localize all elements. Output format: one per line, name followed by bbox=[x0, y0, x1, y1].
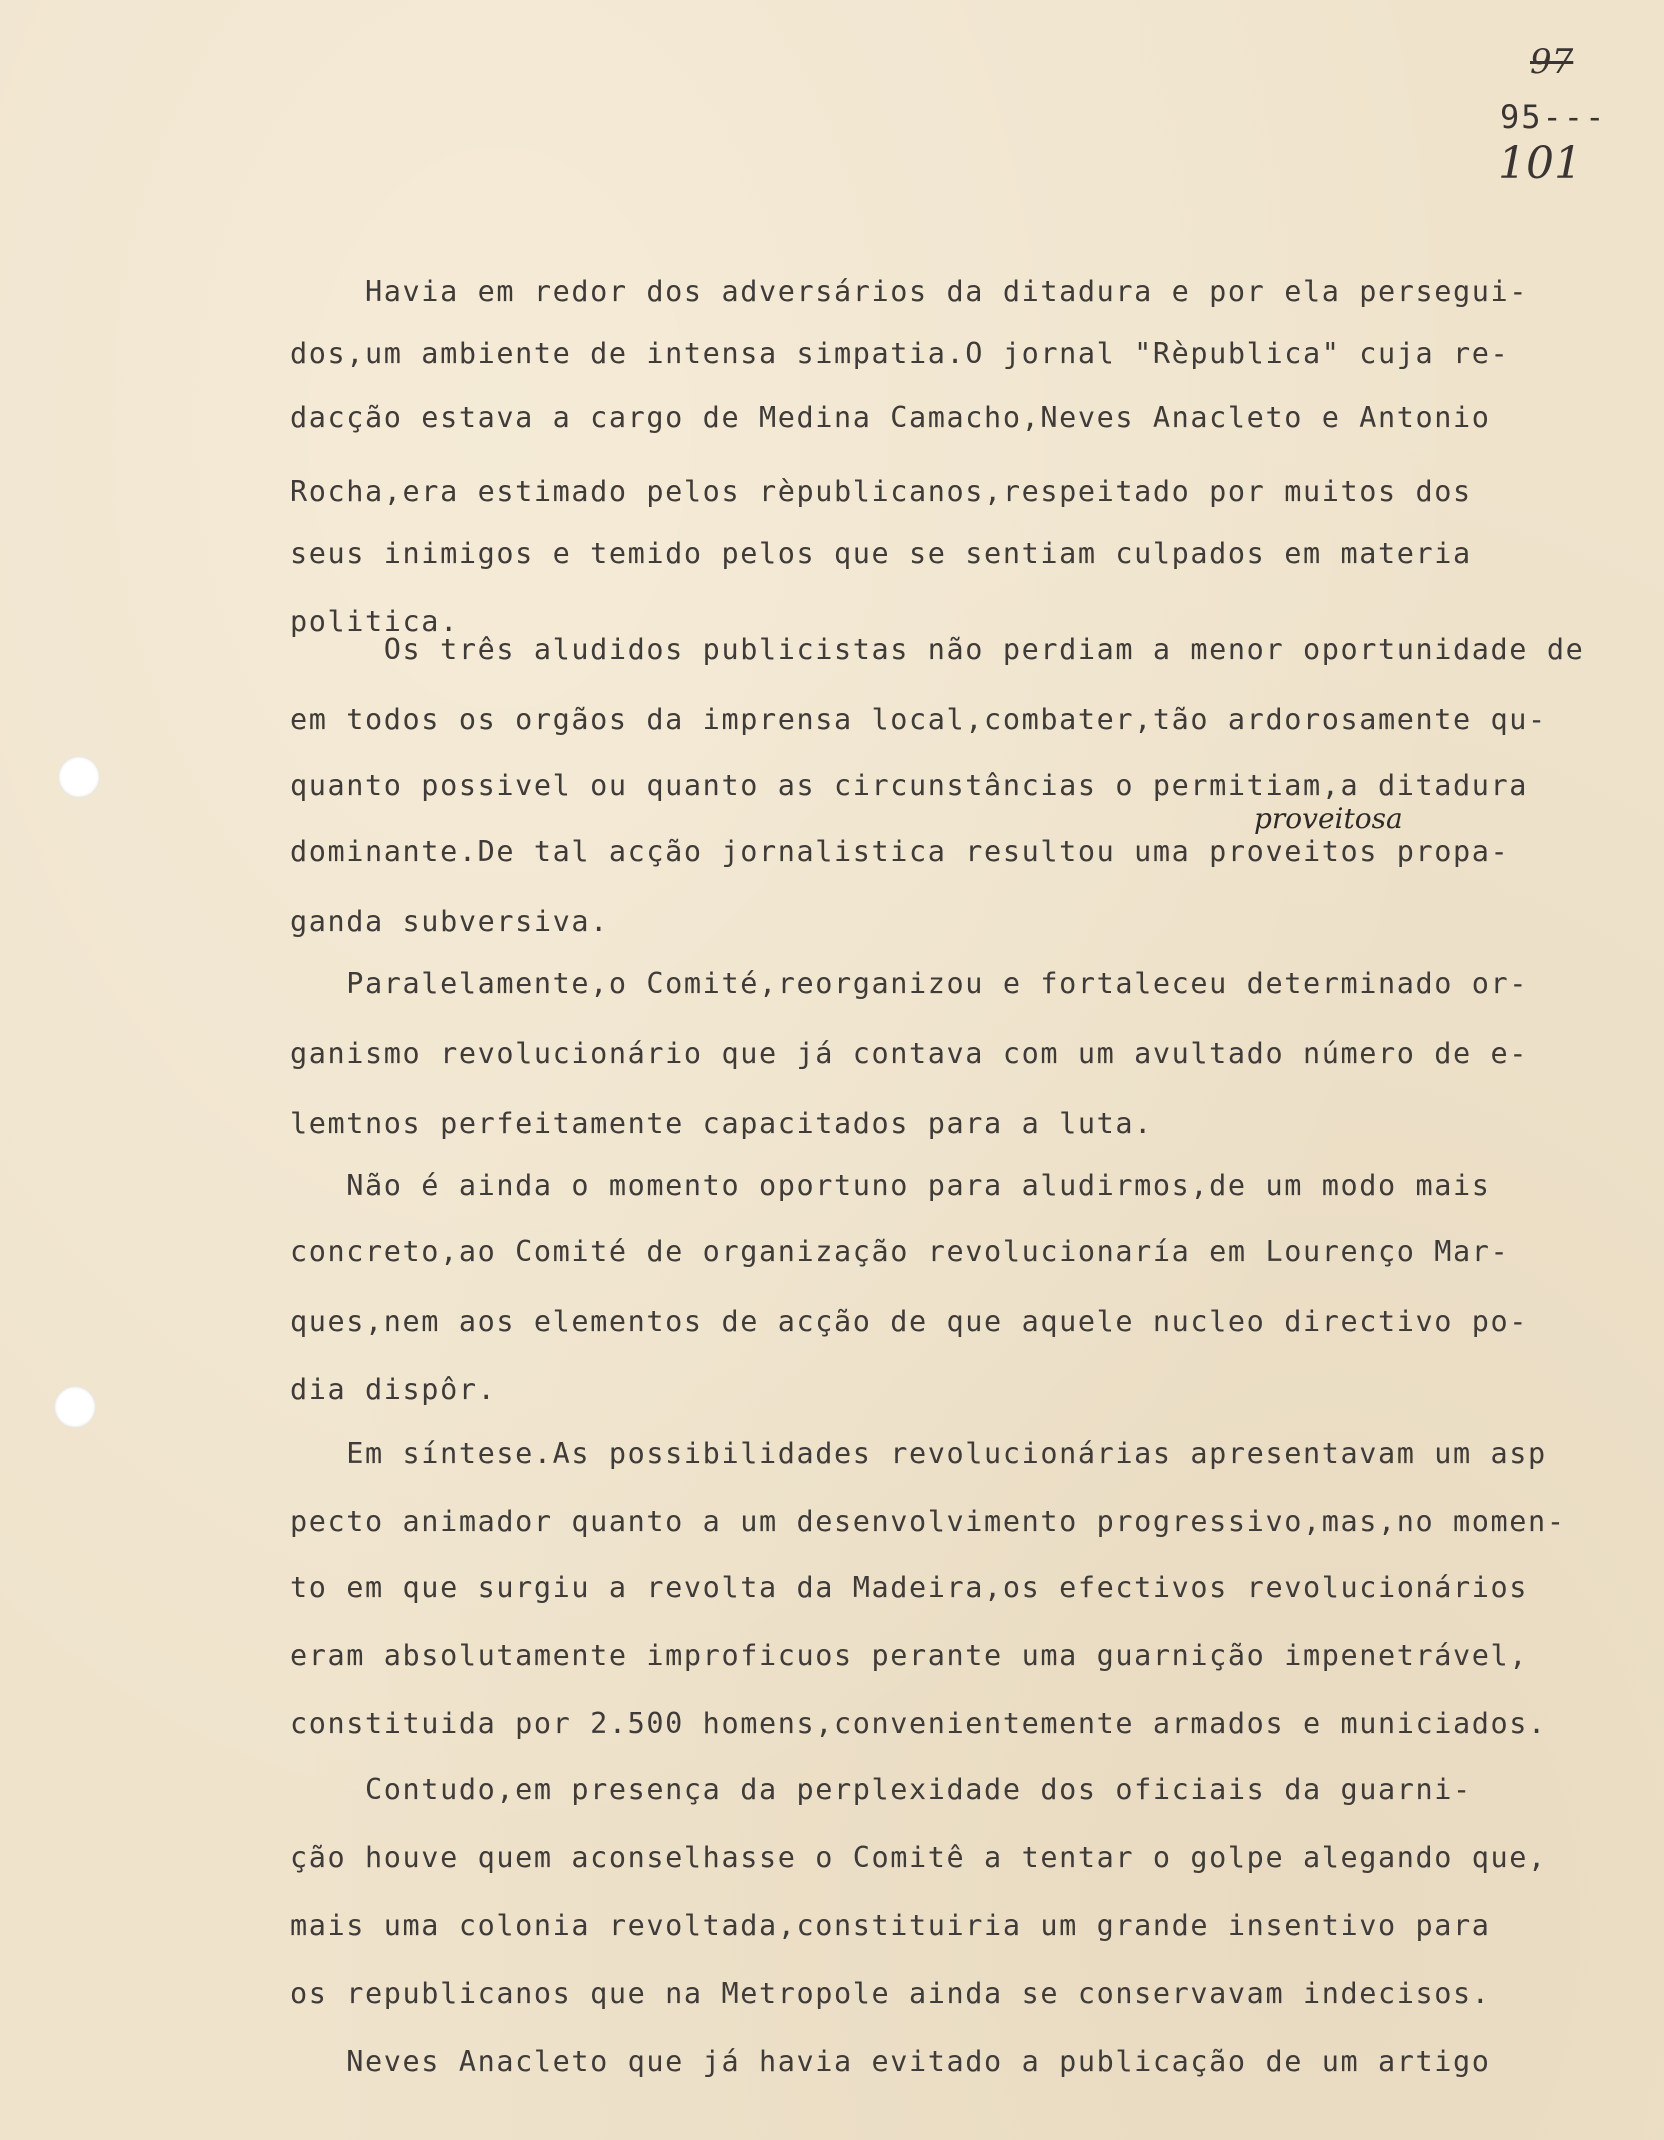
handwritten-correction: proveitosa bbox=[1254, 802, 1403, 835]
text-line: ques,nem aos elementos de acção de que aquele nucleo directivo po- bbox=[290, 1305, 1529, 1338]
text-line: pecto animador quanto a um desenvolvimento progressivo,mas,no momen- bbox=[290, 1505, 1566, 1538]
text-line: Contudo,em presença da perplexidade dos oficiais da guarni- bbox=[290, 1773, 1472, 1806]
text-line: concreto,ao Comité de organização revolucionaría em Lourenço Mar- bbox=[290, 1235, 1510, 1268]
text-line: Em síntese.As possibilidades revolucionárias apresentavam um asp bbox=[290, 1437, 1547, 1470]
text-line: ganda subversiva. bbox=[290, 905, 609, 938]
text-line: dominante.De tal acção jornalistica resultou uma proveitos propa- bbox=[290, 835, 1510, 868]
text-line: ganismo revolucionário que já contava com um avultado número de e- bbox=[290, 1037, 1529, 1070]
text-line: lemtnos perfeitamente capacitados para a luta. bbox=[290, 1107, 1153, 1140]
binder-hole-top bbox=[58, 756, 100, 798]
text-line: os republicanos que na Metropole ainda se conservavam indecisos. bbox=[290, 1977, 1491, 2010]
page-number-handwritten: 101 bbox=[1498, 138, 1582, 189]
text-line: constituida por 2.500 homens,convenientemente armados e municiados. bbox=[290, 1707, 1547, 1740]
text-line: Não é ainda o momento oportuno para aludirmos,de um modo mais bbox=[290, 1169, 1491, 1202]
text-line: dos,um ambiente de intensa simpatia.O jornal "Rèpublica" cuja re- bbox=[290, 337, 1510, 370]
text-line: politica. bbox=[290, 605, 459, 638]
text-line: Havia em redor dos adversários da ditadura e por ela persegui- bbox=[290, 275, 1529, 308]
text-line: dacção estava a cargo de Medina Camacho,Neves Anacleto e Antonio bbox=[290, 401, 1491, 434]
page-number-typed: 95--- bbox=[1500, 98, 1607, 136]
text-line: Rocha,era estimado pelos rèpublicanos,respeitado por muitos dos bbox=[290, 475, 1472, 508]
text-line: mais uma colonia revoltada,constituiria um grande insentivo para bbox=[290, 1909, 1491, 1942]
text-line: ção houve quem aconselhasse o Comitê a tentar o golpe alegando que, bbox=[290, 1841, 1547, 1874]
text-line: quanto possivel ou quanto as circunstâncias o permitiam,a ditadura bbox=[290, 769, 1529, 802]
text-line: em todos os orgãos da imprensa local,combater,tão ardorosamente qu- bbox=[290, 703, 1547, 736]
text-line: eram absolutamente improficuos perante uma guarnição impenetrável, bbox=[290, 1639, 1529, 1672]
page-number-crossed: 97 bbox=[1530, 42, 1574, 82]
text-line: Neves Anacleto que já havia evitado a publicação de um artigo bbox=[290, 2045, 1491, 2078]
binder-hole-bottom bbox=[54, 1386, 96, 1428]
text-line: seus inimigos e temido pelos que se sentiam culpados em materia bbox=[290, 537, 1472, 570]
text-line: Paralelamente,o Comité,reorganizou e fortaleceu determinado or- bbox=[290, 967, 1529, 1000]
text-line: Os três aludidos publicistas não perdiam a menor oportunidade de bbox=[290, 633, 1585, 666]
text-line: to em que surgiu a revolta da Madeira,os efectivos revolucionários bbox=[290, 1571, 1529, 1604]
text-line: dia dispôr. bbox=[290, 1373, 497, 1406]
